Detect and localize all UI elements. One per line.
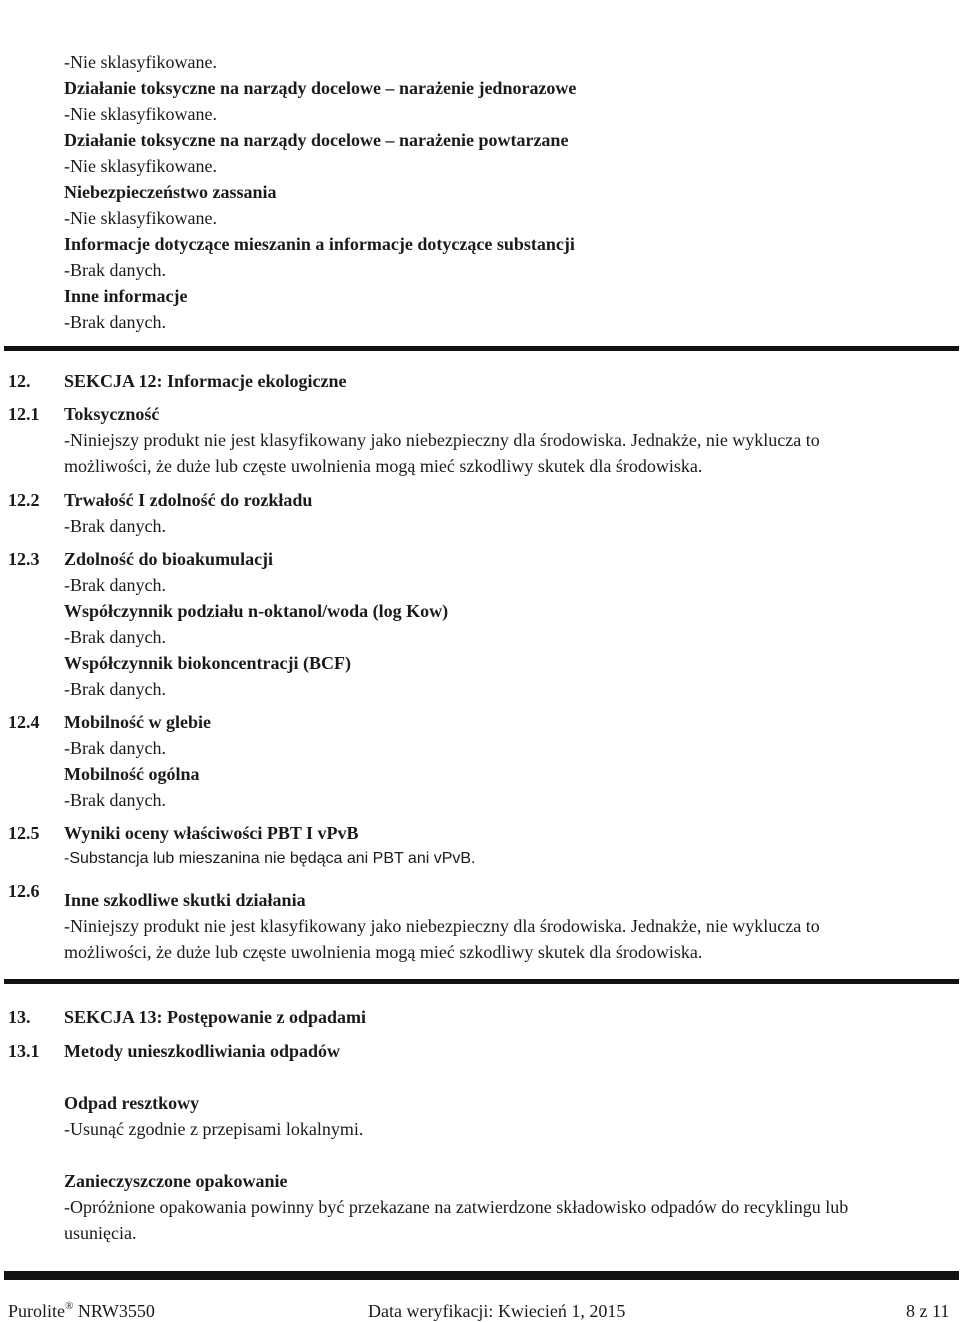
subheading: Działanie toksyczne na narządy docelowe – narażenie powtarzane — [64, 130, 569, 150]
subheading: Współczynnik podziału n-oktanol/woda (log Kow) — [64, 601, 449, 621]
footer-revision-date: Data weryfikacji: Kwiecień 1, 2015 — [368, 1301, 626, 1321]
section-number: 13. — [8, 1007, 31, 1027]
text-line: -Brak danych. — [64, 679, 166, 699]
subsection-heading: Zdolność do bioakumulacji — [64, 549, 274, 569]
text-line: -Brak danych. — [64, 627, 166, 647]
text-line: możliwości, że duże lub częste uwolnienia mogą mieć szkodliwy skutek dla środowiska. — [64, 942, 703, 962]
text-line: -Niniejszy produkt nie jest klasyfikowany jako niebezpieczny dla środowiska. Jednakże, nie wyklucza to — [64, 916, 820, 936]
text-line: -Niniejszy produkt nie jest klasyfikowany jako niebezpieczny dla środowiska. Jednakże, nie wyklucza to — [64, 430, 820, 450]
text-line: -Brak danych. — [64, 260, 166, 280]
subheading: Zanieczyszczone opakowanie — [64, 1171, 288, 1191]
text-line: -Usunąć zgodnie z przepisami lokalnymi. — [64, 1119, 364, 1139]
subheading: Inne informacje — [64, 286, 188, 306]
text-line: -Nie sklasyfikowane. — [64, 156, 217, 176]
subsection-heading: Inne szkodliwe skutki działania — [64, 890, 306, 910]
subsection-heading: Metody unieszkodliwiania odpadów — [64, 1041, 341, 1061]
product-code: NRW3550 — [77, 1301, 155, 1321]
footer-divider — [4, 1271, 959, 1280]
text-line: -Nie sklasyfikowane. — [64, 52, 217, 72]
subsection-number: 12.6 — [8, 881, 40, 901]
text-line: -Substancja lub mieszanina nie będąca ani PBT ani vPvB. — [64, 850, 476, 867]
footer-page-number: 8 z 11 — [906, 1301, 950, 1321]
subsection-heading: Toksyczność — [64, 404, 160, 424]
text-line: usunięcia. — [64, 1223, 137, 1243]
subheading: Informacje dotyczące mieszanin a informacje dotyczące substancji — [64, 234, 575, 254]
text-line: -Opróżnione opakowania powinny być przekazane na zatwierdzone składowisko odpadów do recyklingu lub — [64, 1197, 849, 1217]
subsection-number: 12.5 — [8, 823, 40, 843]
subheading: Odpad resztkowy — [64, 1093, 200, 1113]
section-divider — [4, 979, 959, 984]
subsection-heading: Trwałość I zdolność do rozkładu — [64, 490, 313, 510]
subsection-number: 12.2 — [8, 490, 40, 510]
text-line: -Brak danych. — [64, 575, 166, 595]
subsection-number: 12.1 — [8, 404, 40, 424]
subsection-heading: Wyniki oceny właściwości PBT I vPvB — [64, 823, 359, 843]
subheading: Niebezpieczeństwo zassania — [64, 182, 277, 202]
subheading: Działanie toksyczne na narządy docelowe – narażenie jednorazowe — [64, 78, 577, 98]
registered-mark: ® — [65, 1300, 74, 1312]
subheading: Mobilność ogólna — [64, 764, 200, 784]
brand-name: Purolite — [8, 1301, 65, 1321]
text-line: -Brak danych. — [64, 312, 166, 332]
section-title: SEKCJA 13: Postępowanie z odpadami — [64, 1007, 367, 1027]
text-line: -Nie sklasyfikowane. — [64, 104, 217, 124]
text-line: -Nie sklasyfikowane. — [64, 208, 217, 228]
subsection-heading: Mobilność w glebie — [64, 712, 211, 732]
text-line: -Brak danych. — [64, 516, 166, 536]
subsection-number: 12.4 — [8, 712, 40, 732]
text-line: -Brak danych. — [64, 790, 166, 810]
section-number: 12. — [8, 371, 31, 391]
subsection-number: 12.3 — [8, 549, 40, 569]
text-line: -Brak danych. — [64, 738, 166, 758]
section-divider — [4, 346, 959, 351]
footer-product — [8, 1300, 155, 1322]
text-line: możliwości, że duże lub częste uwolnienia mogą mieć szkodliwy skutek dla środowiska. — [64, 456, 703, 476]
section-title: SEKCJA 12: Informacje ekologiczne — [64, 371, 347, 391]
subheading: Współczynnik biokoncentracji (BCF) — [64, 653, 352, 673]
subsection-number: 13.1 — [8, 1041, 40, 1061]
